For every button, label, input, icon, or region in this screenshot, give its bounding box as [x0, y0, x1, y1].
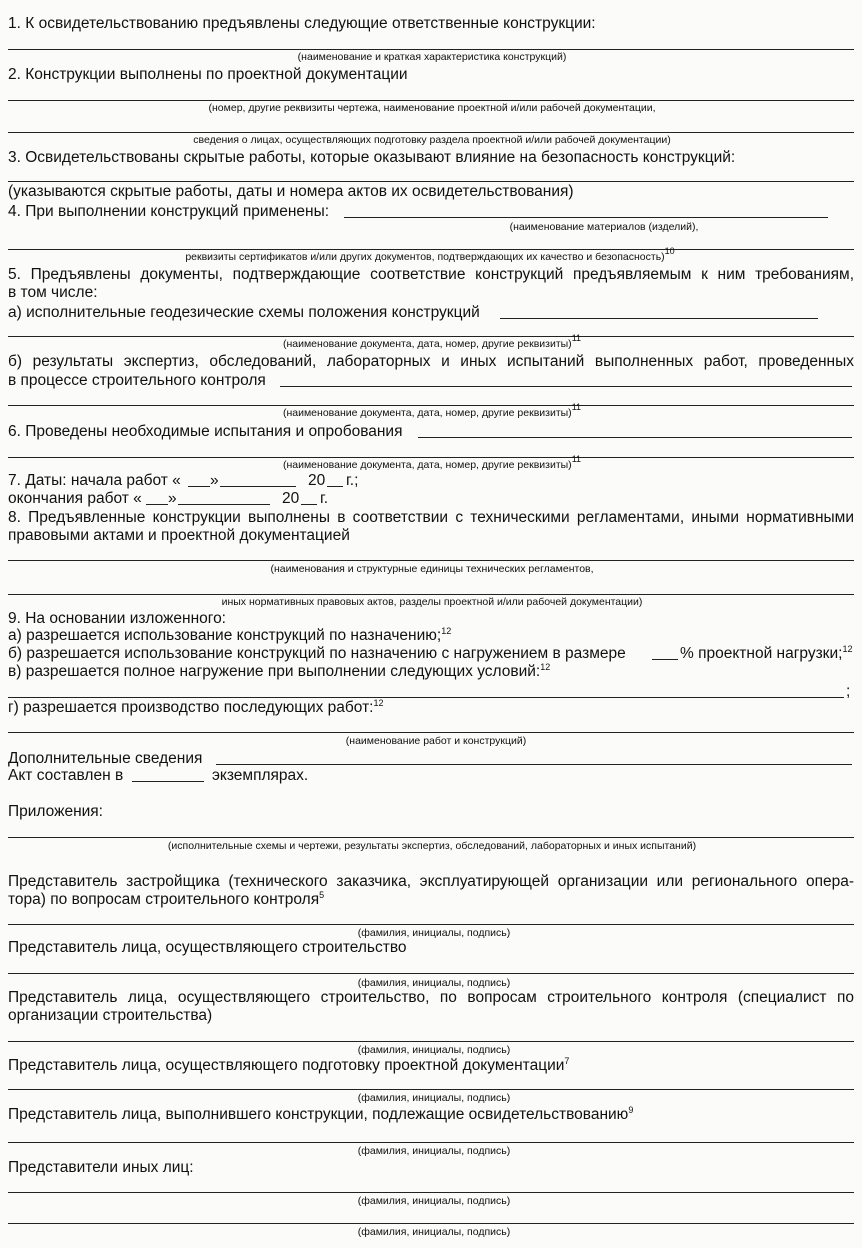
- s8-fill-line-2[interactable]: [8, 594, 854, 595]
- s5b-fill-line-1[interactable]: [280, 386, 852, 387]
- s4-heading: 4. При выполнении конструкций применены:: [8, 203, 330, 220]
- s4-caption-2: реквизиты сертификатов и/или других документов, подтверждающих их качество и безопасность)$^{10}$: [185, 246, 675, 263]
- s8-caption-2: иных нормативных правовых актов, разделы проектной и/или рабочей документации): [221, 596, 643, 608]
- footnote-ref: 11: [571, 454, 582, 464]
- footnote-ref: 12: [373, 698, 384, 708]
- copies-label: Акт составлен в: [8, 767, 124, 784]
- extra-info-label: Дополнительные сведения: [8, 750, 203, 767]
- s4-fill-line-1[interactable]: [344, 217, 828, 218]
- attachments-field[interactable]: [8, 837, 854, 838]
- rep-builder-control-signature-line[interactable]: [8, 1041, 854, 1042]
- s7-end-suffix: г.: [320, 490, 329, 507]
- s8-heading-line1: 8. Предъявленные конструкции выполнены в соответствии с техническими регламентами, иными нормативными: [8, 509, 854, 526]
- end-month-field[interactable]: [178, 504, 270, 505]
- footnote-ref: 7: [564, 1056, 570, 1066]
- footnote-ref: 10: [664, 246, 675, 256]
- rep-builder-label: Представитель лица, осуществляющего строительство: [8, 939, 407, 956]
- footnote-ref: 12: [540, 662, 551, 672]
- s9g-fill-line[interactable]: [8, 732, 854, 733]
- footnote-ref: 5: [319, 890, 325, 900]
- load-percent-field[interactable]: [652, 659, 678, 660]
- s5b-caption: (наименование документа, дата, номер, другие реквизиты)$^{11}$: [282, 402, 582, 419]
- s9a-text: а) разрешается использование конструкций по назначению;$^{12}$: [8, 626, 452, 644]
- s7-start-suffix: г.;: [346, 472, 359, 489]
- s7-start-label: 7. Даты: начала работ «: [8, 472, 181, 489]
- s9g-text: г) разрешается производство последующих работ:$^{12}$: [8, 698, 384, 716]
- footnote-ref: 11: [571, 333, 582, 343]
- s5-heading-line2: в том числе:: [8, 284, 98, 301]
- s5b-line1: б) результаты экспертиз, обследований, лабораторных и иных испытаний выполненных работ, проведенных: [8, 353, 854, 370]
- rep-performer-signature-line[interactable]: [8, 1142, 854, 1143]
- s2-fill-line-1[interactable]: [8, 100, 854, 101]
- s2-heading: 2. Конструкции выполнены по проектной документации: [8, 66, 408, 83]
- copies-suffix: экземплярах.: [212, 767, 309, 784]
- rep-others-signature-line-1[interactable]: [8, 1192, 854, 1193]
- rep-developer-signature-line[interactable]: [8, 924, 854, 925]
- rep-designer-label: Представитель лица, осуществляющего подготовку проектной документации$^7$: [8, 1056, 570, 1074]
- s8-heading-line2: правовыми актами и проектной документацией: [8, 527, 350, 544]
- s1-heading: 1. К освидетельствованию предъявлены следующие ответственные конструкции:: [8, 15, 596, 32]
- s9b-text: б) разрешается использование конструкций по назначению с нагружением в размере: [8, 645, 626, 662]
- rep-others-signature-line-2[interactable]: [8, 1223, 854, 1224]
- s4-fill-line-2[interactable]: [8, 249, 854, 250]
- s9-heading: 9. На основании изложенного:: [8, 610, 226, 627]
- extra-info-field[interactable]: [216, 764, 852, 765]
- signature-caption: (фамилия, инициалы, подпись): [357, 1092, 511, 1104]
- attachments-label: Приложения:: [8, 803, 103, 820]
- s2-caption-2: сведения о лицах, осуществляющих подготовку раздела проектной и/или рабочей документации): [193, 134, 671, 146]
- s3-fill-line[interactable]: [8, 181, 854, 182]
- s6-fill-line-1[interactable]: [418, 437, 852, 438]
- s4-caption-1: (наименование материалов (изделий),: [509, 221, 699, 233]
- s9b-suffix: % проектной нагрузки;$^{12}$: [680, 644, 853, 662]
- s9g-caption: (наименование работ и конструкций): [345, 735, 527, 747]
- attachments-caption: (исполнительные схемы и чертежи, результаты экспертиз, обследований, лабораторных и иных испытаний): [167, 840, 697, 852]
- s5a-caption: (наименование документа, дата, номер, другие реквизиты)$^{11}$: [282, 333, 582, 350]
- rep-builder-control-line2: организации строительства): [8, 1007, 213, 1024]
- s5a-fill-line-2[interactable]: [8, 336, 854, 337]
- s8-fill-line-1[interactable]: [8, 560, 854, 561]
- s3-subtext: (указываются скрытые работы, даты и номера актов их освидетельствования): [8, 183, 574, 200]
- signature-caption: (фамилия, инициалы, подпись): [357, 1195, 511, 1207]
- s5a-fill-line-1[interactable]: [500, 318, 818, 319]
- s5b-fill-line-2[interactable]: [8, 405, 854, 406]
- rep-designer-signature-line[interactable]: [8, 1089, 854, 1090]
- end-year-field[interactable]: [301, 504, 317, 505]
- copies-count-field[interactable]: [132, 781, 204, 782]
- signature-caption: (фамилия, инициалы, подпись): [357, 1044, 511, 1056]
- rep-builder-signature-line[interactable]: [8, 973, 854, 974]
- s7-start-year-prefix: 20: [308, 472, 326, 489]
- footnote-ref: 12: [441, 626, 452, 636]
- s9v-semicolon: ;: [846, 683, 851, 700]
- rep-builder-control-line1: Представитель лица, осуществляющего строительство, по вопросам строительного контроля (специалист по: [8, 989, 854, 1006]
- s6-fill-line-2[interactable]: [8, 457, 854, 458]
- start-day-field[interactable]: [188, 486, 210, 487]
- footnote-ref: 9: [628, 1105, 634, 1115]
- s5a-label: а) исполнительные геодезические схемы положения конструкций: [8, 304, 480, 321]
- s8-caption-1: (наименования и структурные единицы технических регламентов,: [270, 563, 594, 575]
- end-day-field[interactable]: [146, 504, 168, 505]
- rep-others-label: Представители иных лиц:: [8, 1159, 194, 1176]
- s5b-line2: в процессе строительного контроля: [8, 372, 266, 389]
- signature-caption: (фамилия, инициалы, подпись): [357, 1226, 511, 1238]
- s6-caption: (наименование документа, дата, номер, другие реквизиты)$^{11}$: [282, 454, 582, 471]
- s7-end-year-prefix: 20: [282, 490, 300, 507]
- s7-end-close-quote: »: [168, 490, 177, 507]
- s9v-text: в) разрешается полное нагружение при выполнении следующих условий:$^{12}$: [8, 662, 551, 680]
- signature-caption: (фамилия, инициалы, подпись): [357, 927, 511, 939]
- s1-fill-line[interactable]: [8, 49, 854, 50]
- rep-developer-line1: Представитель застройщика (технического заказчика, эксплуатирующей организации или регионального опера-: [8, 873, 854, 890]
- s5-heading-line1: 5. Предъявлены документы, подтверждающие соответствие конструкций предъявляемым к ним требованиям,: [8, 266, 854, 283]
- rep-performer-label: Представитель лица, выполнившего конструкции, подлежащие освидетельствованию$^9$: [8, 1105, 634, 1123]
- footnote-ref: 12: [842, 644, 853, 654]
- s6-heading: 6. Проведены необходимые испытания и опробования: [8, 423, 403, 440]
- s7-end-label: окончания работ «: [8, 490, 142, 507]
- signature-caption: (фамилия, инициалы, подпись): [357, 1145, 511, 1157]
- start-month-field[interactable]: [220, 486, 296, 487]
- s7-start-close-quote: »: [210, 472, 219, 489]
- footnote-ref: 11: [571, 402, 582, 412]
- s3-heading: 3. Освидетельствованы скрытые работы, которые оказывают влияние на безопасность конструкций:: [8, 149, 736, 166]
- s2-caption-1: (номер, другие реквизиты чертежа, наименование проектной и/или рабочей документации,: [208, 102, 656, 114]
- s9v-fill-line[interactable]: [8, 697, 844, 698]
- start-year-field[interactable]: [327, 486, 343, 487]
- s2-fill-line-2[interactable]: [8, 132, 854, 133]
- rep-developer-line2: тора) по вопросам строительного контроля$^5$: [8, 890, 325, 908]
- s1-caption: (наименование и краткая характеристика конструкций): [297, 51, 567, 63]
- signature-caption: (фамилия, инициалы, подпись): [357, 977, 511, 989]
